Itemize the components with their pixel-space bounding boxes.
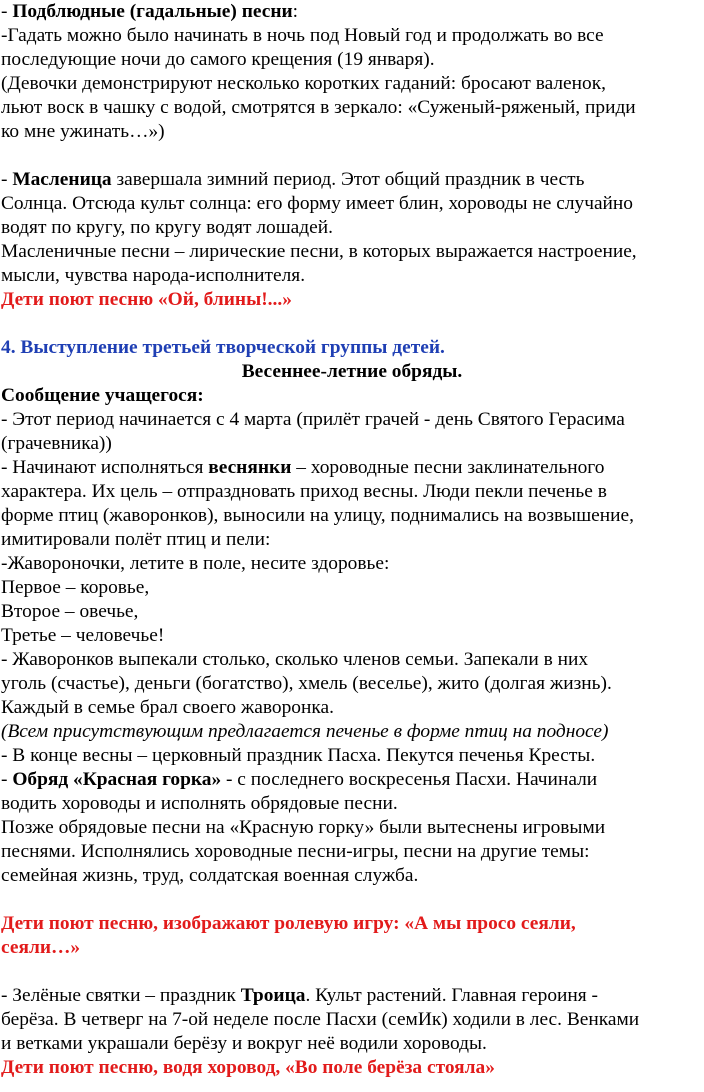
stage-direction: (Всем присутствующим предлагается печенье в форме птиц на подносе) [1,721,609,742]
text-line: форме птиц (жаворонков), выносили на улицу, поднимались на возвышение, [1,505,634,526]
text-line: ко мне ужинать…») [1,121,165,142]
text-line: льют воск в чашку с водой, смотрятся в зеркало: «Суженый-ряженый, приди [1,97,636,118]
text-line: Масленичные песни – лирические песни, в которых выражается настроение, [1,241,637,262]
text-line: (Девочки демонстрируют несколько коротких гаданий: бросают валенок, [1,73,606,94]
blank-line [1,144,703,168]
text-line: Позже обрядовые песни на «Красную горку» были вытеснены игровыми [1,817,606,838]
text-line: берёза. В четверг на 7-ой неделе после Пасхи (семИк) ходили в лес. Венками [1,1009,640,1030]
troitsa-term: Троица [240,985,306,1006]
text-line: -Гадать можно было начинать в ночь под Новый год и продолжать во все [1,25,604,46]
song-instruction: сеяли…» [1,937,81,958]
maslenitsa-line: - Масленица завершала зимний период. Этот общий праздник в честь [1,169,585,190]
text-line: водят по кругу, по кругу водят лошадей. [1,217,333,238]
maslenitsa-term: Масленица [12,169,112,190]
song-type-term: Подблюдные (гадальные) песни [12,1,293,22]
text-line: - В конце весны – церковный праздник Пасха. Пекутся печенья Кресты. [1,745,596,766]
text-line: Первое – коровье, [1,577,150,598]
text-line: имитировали полёт птиц и пели: [1,529,271,550]
text-line: Солнца. Отсюда культ солнца: его форму имеет блин, хороводы не случайно [1,193,634,214]
text-line: характера. Их цель – отпраздновать приход весны. Люди пекли печенье в [1,481,607,502]
krasnaya-gorka-term: Обряд «Красная горка» [12,769,222,790]
text-line: мысли, чувства народа-исполнителя. [1,265,306,286]
text-line: песнями. Исполнялись хороводные песни-игры, песни на другие темы: [1,841,590,862]
song-instruction: Дети поют песню, водя хоровод, «Во поле берёза стояла» [1,1057,495,1078]
section-heading: 4. Выступление третьей творческой группы детей. [1,337,445,358]
text-line: последующие ночи до самого крещения (19 января). [1,49,435,70]
text-line: и ветками украшали берёзу и вокруг неё водили хороводы. [1,1033,487,1054]
text-line: Каждый в семье брал своего жаворонка. [1,697,334,718]
text-line: уголь (счастье), деньги (богатство), хмель (веселье), жито (долгая жизнь). [1,673,612,694]
troitsa-line: - Зелёные святки – праздник Троица. Культ растений. Главная героиня - [1,985,598,1006]
vesnyanki-term: веснянки [208,457,292,478]
text-line: Второе – овечье, [1,601,139,622]
text-line: семейная жизнь, труд, солдатская военная служба. [1,865,419,886]
blank-line [1,888,703,912]
song-instruction: Дети поют песню, изображают ролевую игру: «А мы просо сеяли, [1,913,576,934]
song-type-line: - Подблюдные (гадальные) песни: [1,1,299,22]
text-line: Третье – человечье! [1,625,165,646]
text-line: -Жавороночки, летите в поле, несите здоровье: [1,553,390,574]
text-line: - Этот период начинается с 4 марта (прилёт грачей - день Святого Герасима [1,409,625,430]
blank-line [1,312,703,336]
song-instruction: Дети поют песню «Ой, блины!...» [1,289,292,310]
vesnyanki-line: - Начинают исполняться веснянки – хороводные песни заклинательного [1,457,605,478]
blank-line [1,960,703,984]
student-message-label: Сообщение учащегося: [1,385,204,406]
section-subtitle: Весеннее-летние обряды. [241,361,463,382]
krasnaya-gorka-line: - Обряд «Красная горка» - с последнего воскресенья Пасхи. Начинали [1,769,598,790]
text-line: водить хороводы и исполнять обрядовые песни. [1,793,398,814]
text-line: - Жаворонков выпекали столько, сколько членов семьи. Запекали в них [1,649,589,670]
text-line: (грачевника)) [1,433,112,454]
